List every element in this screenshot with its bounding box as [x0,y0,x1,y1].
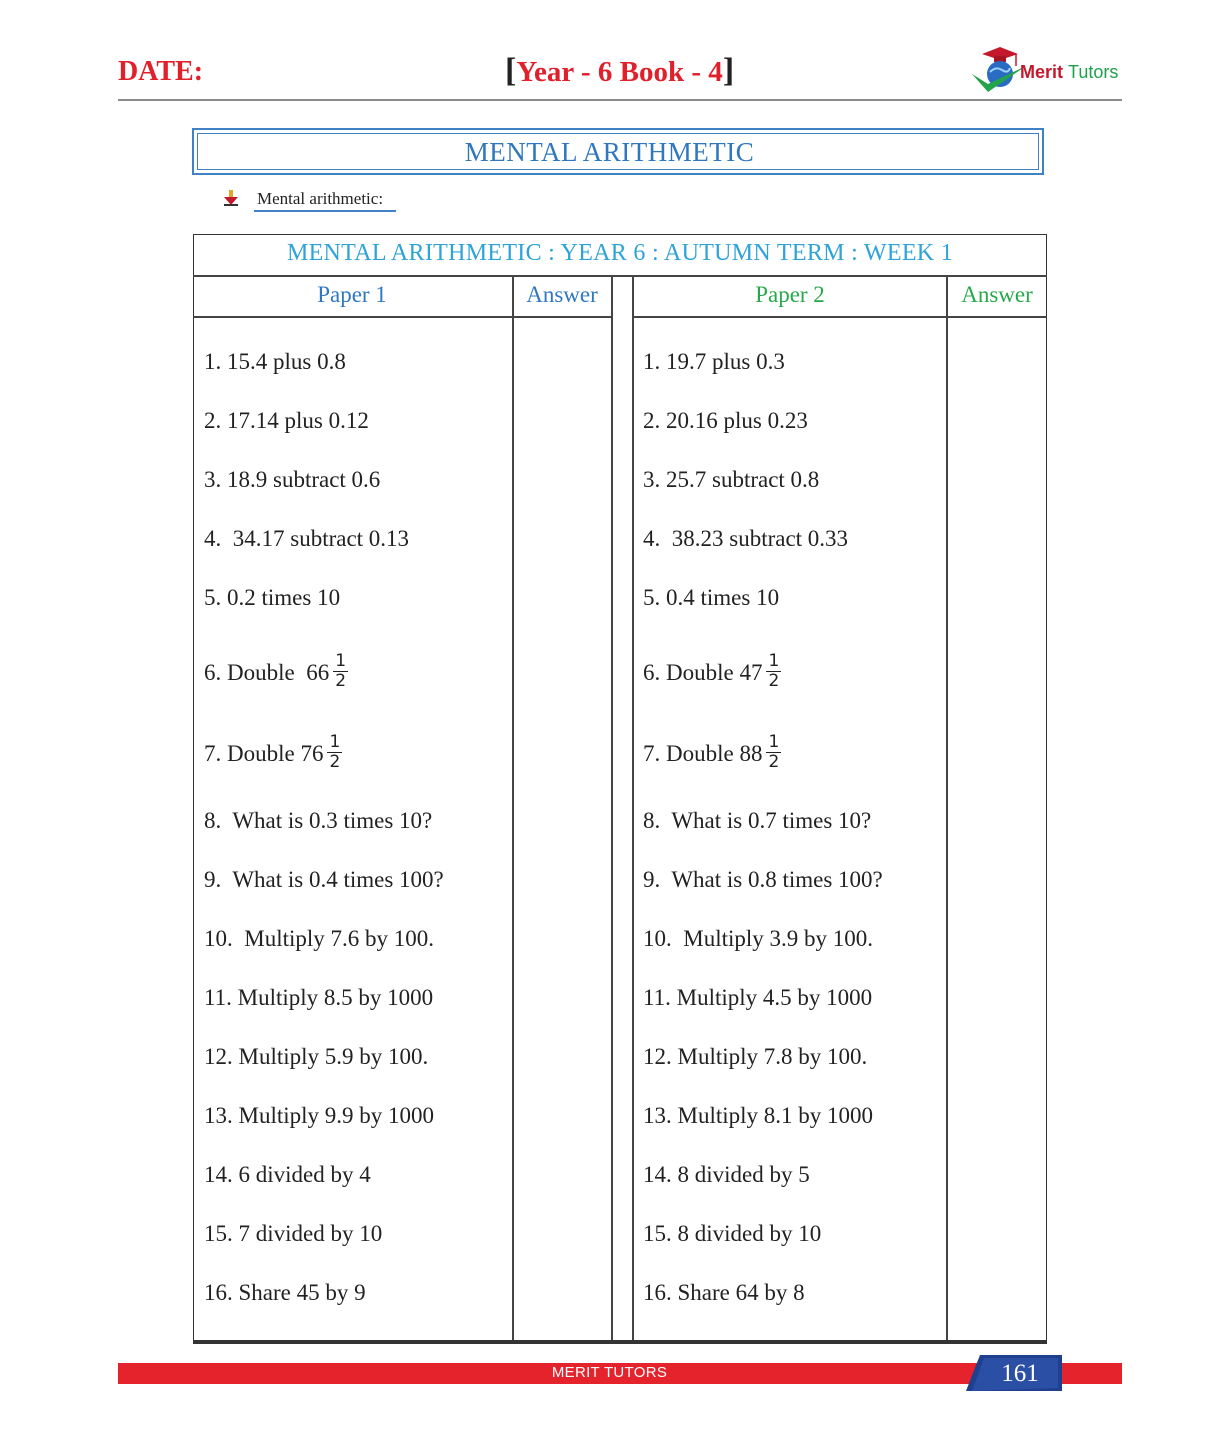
paper1-question: 2. 17.14 plus 0.12 [204,408,369,433]
paper1-question: 4. 34.17 subtract 0.13 [204,526,410,551]
paper1-header: Paper 1 [317,282,387,307]
paper1-question: 16. Share 45 by 9 [204,1280,366,1305]
bullet-arrow-icon [224,190,238,206]
header-divider [118,99,1122,101]
paper2-question: 8. What is 0.7 times 10? [643,808,872,833]
table-rule [633,316,1047,318]
one-half-fraction: $\frac{1}{2}$ [768,732,780,772]
paper2-question-fraction [643,732,781,772]
paper2-question: 10. Multiply 3.9 by 100. [643,926,874,951]
answer1-header: Answer [526,282,598,307]
book-title: Year - 6 Book - 4 [516,56,723,88]
book-label [505,52,734,90]
question-text: 6. Double 66 [204,659,330,685]
table-bottom-rule [193,1340,1047,1343]
subheading-underline [254,210,396,212]
paper2-question: 15. 8 divided by 10 [643,1221,822,1246]
table-divider [512,275,514,1342]
paper2-question: 4. 38.23 subtract 0.33 [643,526,849,551]
paper2-question: 2. 20.16 plus 0.23 [643,408,808,433]
table-rule [193,275,1047,277]
table-divider [632,275,634,1342]
paper2-question: 3. 25.7 subtract 0.8 [643,467,820,492]
paper1-question: 14. 6 divided by 4 [204,1162,371,1187]
paper1-question: 3. 18.9 subtract 0.6 [204,467,381,492]
paper1-question: 12. Multiply 5.9 by 100. [204,1044,429,1069]
table-divider [946,275,948,1342]
question-text: 7. Double 88 [643,740,763,766]
table-divider [611,275,613,1342]
question-text: 7. Double 76 [204,740,324,766]
table-rule [193,316,612,318]
paper1-question: 15. 7 divided by 10 [204,1221,383,1246]
one-half-fraction: $\frac{1}{2}$ [329,732,341,772]
paper2-question: 11. Multiply 4.5 by 1000 [643,985,873,1010]
paper1-question: 13. Multiply 9.9 by 1000 [204,1103,435,1128]
date-label: DATE: [118,56,204,87]
paper1-question: 11. Multiply 8.5 by 1000 [204,985,434,1010]
paper2-question: 13. Multiply 8.1 by 1000 [643,1103,874,1128]
logo-text [1020,62,1118,83]
paper1-question: 1. 15.4 plus 0.8 [204,349,346,374]
paper2-header: Paper 2 [755,282,825,307]
paper1-question: 9. What is 0.4 times 100? [204,867,444,892]
one-half-fraction: $\frac{1}{2}$ [335,651,347,691]
question-text: 6. Double 47 [643,659,763,685]
page-number: 161 [1001,1360,1039,1387]
answer2-header: Answer [961,282,1033,307]
paper2-question: 1. 19.7 plus 0.3 [643,349,785,374]
bracket-open: [ [505,52,517,89]
paper2-question: 16. Share 64 by 8 [643,1280,805,1305]
paper1-question: 10. Multiply 7.6 by 100. [204,926,435,951]
logo-name-1: Merit [1020,62,1064,82]
page-title: MENTAL ARITHMETIC [464,137,755,167]
subheading: Mental arithmetic: [257,189,384,208]
paper1-question: 5. 0.2 times 10 [204,585,341,610]
paper2-question: 12. Multiply 7.8 by 100. [643,1044,868,1069]
bracket-close: ] [722,52,735,89]
paper1-question-fraction [204,651,348,691]
paper1-question-fraction [204,732,342,772]
paper2-question: 5. 0.4 times 10 [643,585,780,610]
logo-name-2: Tutors [1068,62,1119,82]
paper2-question: 14. 8 divided by 5 [643,1162,810,1187]
one-half-fraction: $\frac{1}{2}$ [768,651,780,691]
paper1-question: 8. What is 0.3 times 10? [204,808,433,833]
table-heading: MENTAL ARITHMETIC : YEAR 6 : AUTUMN TERM : WEEK 1 [286,240,954,266]
paper2-question-fraction [643,651,781,691]
paper2-question: 9. What is 0.8 times 100? [643,867,883,892]
footer-brand: MERIT TUTORS [551,1364,668,1381]
